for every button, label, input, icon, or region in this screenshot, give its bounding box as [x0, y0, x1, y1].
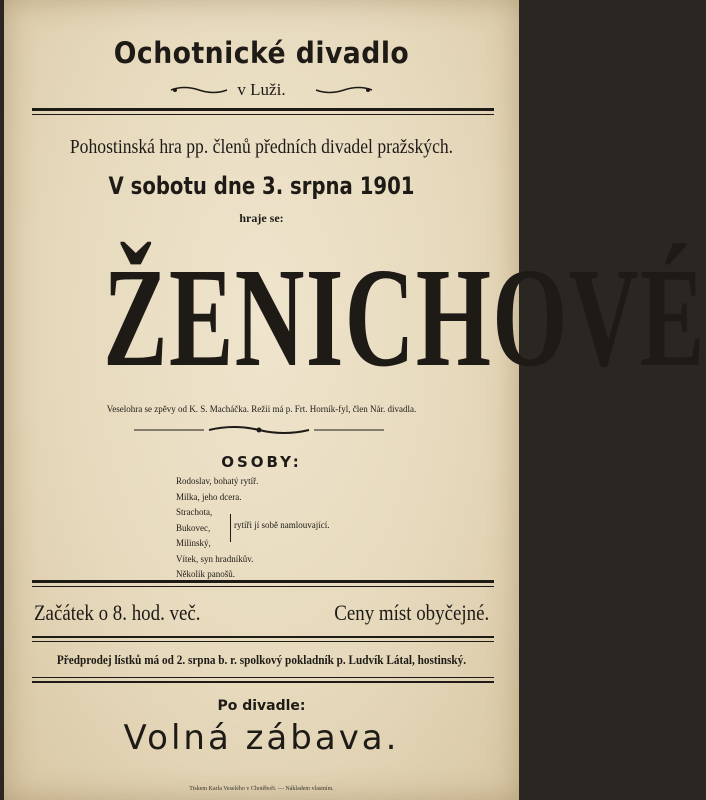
cast-item: Milinský, [176, 538, 211, 548]
cast-item: Milka, jeho dcera. [176, 491, 242, 502]
theatre-poster [4, 0, 706, 800]
divider [32, 677, 494, 678]
plays-label: hraje se: [239, 211, 284, 225]
divider [32, 641, 494, 642]
cast-item: Bukovec, [176, 522, 211, 533]
cast-item: Několik panošů. [176, 569, 235, 579]
divider [32, 636, 494, 638]
start-time: Začátek o 8. hod. več. [34, 600, 201, 625]
play-title: ŽENICHOVÉ [103, 238, 706, 396]
presale-info: Předprodej lístků má od 2. srpna b. r. spolkový pokladník p. Ludvík Látal, hostinský. [56, 653, 467, 667]
cast-item: Vítek, syn hradníkův. [176, 553, 254, 564]
ticket-prices: Ceny míst obyčejné. [333, 600, 489, 625]
cast-item: Rodoslav, bohatý rytíř. [176, 476, 259, 486]
divider [32, 108, 494, 111]
divider [32, 586, 494, 587]
cast-heading: OSOBY: [221, 453, 302, 471]
divider [32, 580, 494, 583]
ornament-right-icon [314, 85, 374, 95]
cast-bracket [225, 514, 231, 542]
after-show-label: Po divadle: [217, 698, 306, 714]
ornament-divider-icon [134, 425, 384, 435]
performance-date: V sobotu dne 3. srpna 1901 [108, 172, 415, 200]
divider [32, 681, 494, 683]
poster-title: Ochotnické divadlo [113, 36, 410, 70]
cast-item: Strachota, [176, 507, 213, 517]
play-credits: Veselohra se zpěvy od K. S. Macháčka. Režii má p. Frt. Horník-fyl, člen Nár. divadla. [106, 404, 417, 414]
poster-subtitle: Pohostinská hra pp. členů předních divadel pražských. [69, 136, 454, 158]
printer-credit: Tiskem Karla Veselého v Chotěboři. — Nákladem vlastním. [189, 786, 334, 792]
cast-group-note: rytíři jí sobě namlouvající. [234, 520, 330, 530]
divider [32, 114, 494, 115]
after-show-event: Volná zábava. [123, 718, 400, 758]
poster-place: v Luži. [237, 80, 286, 99]
